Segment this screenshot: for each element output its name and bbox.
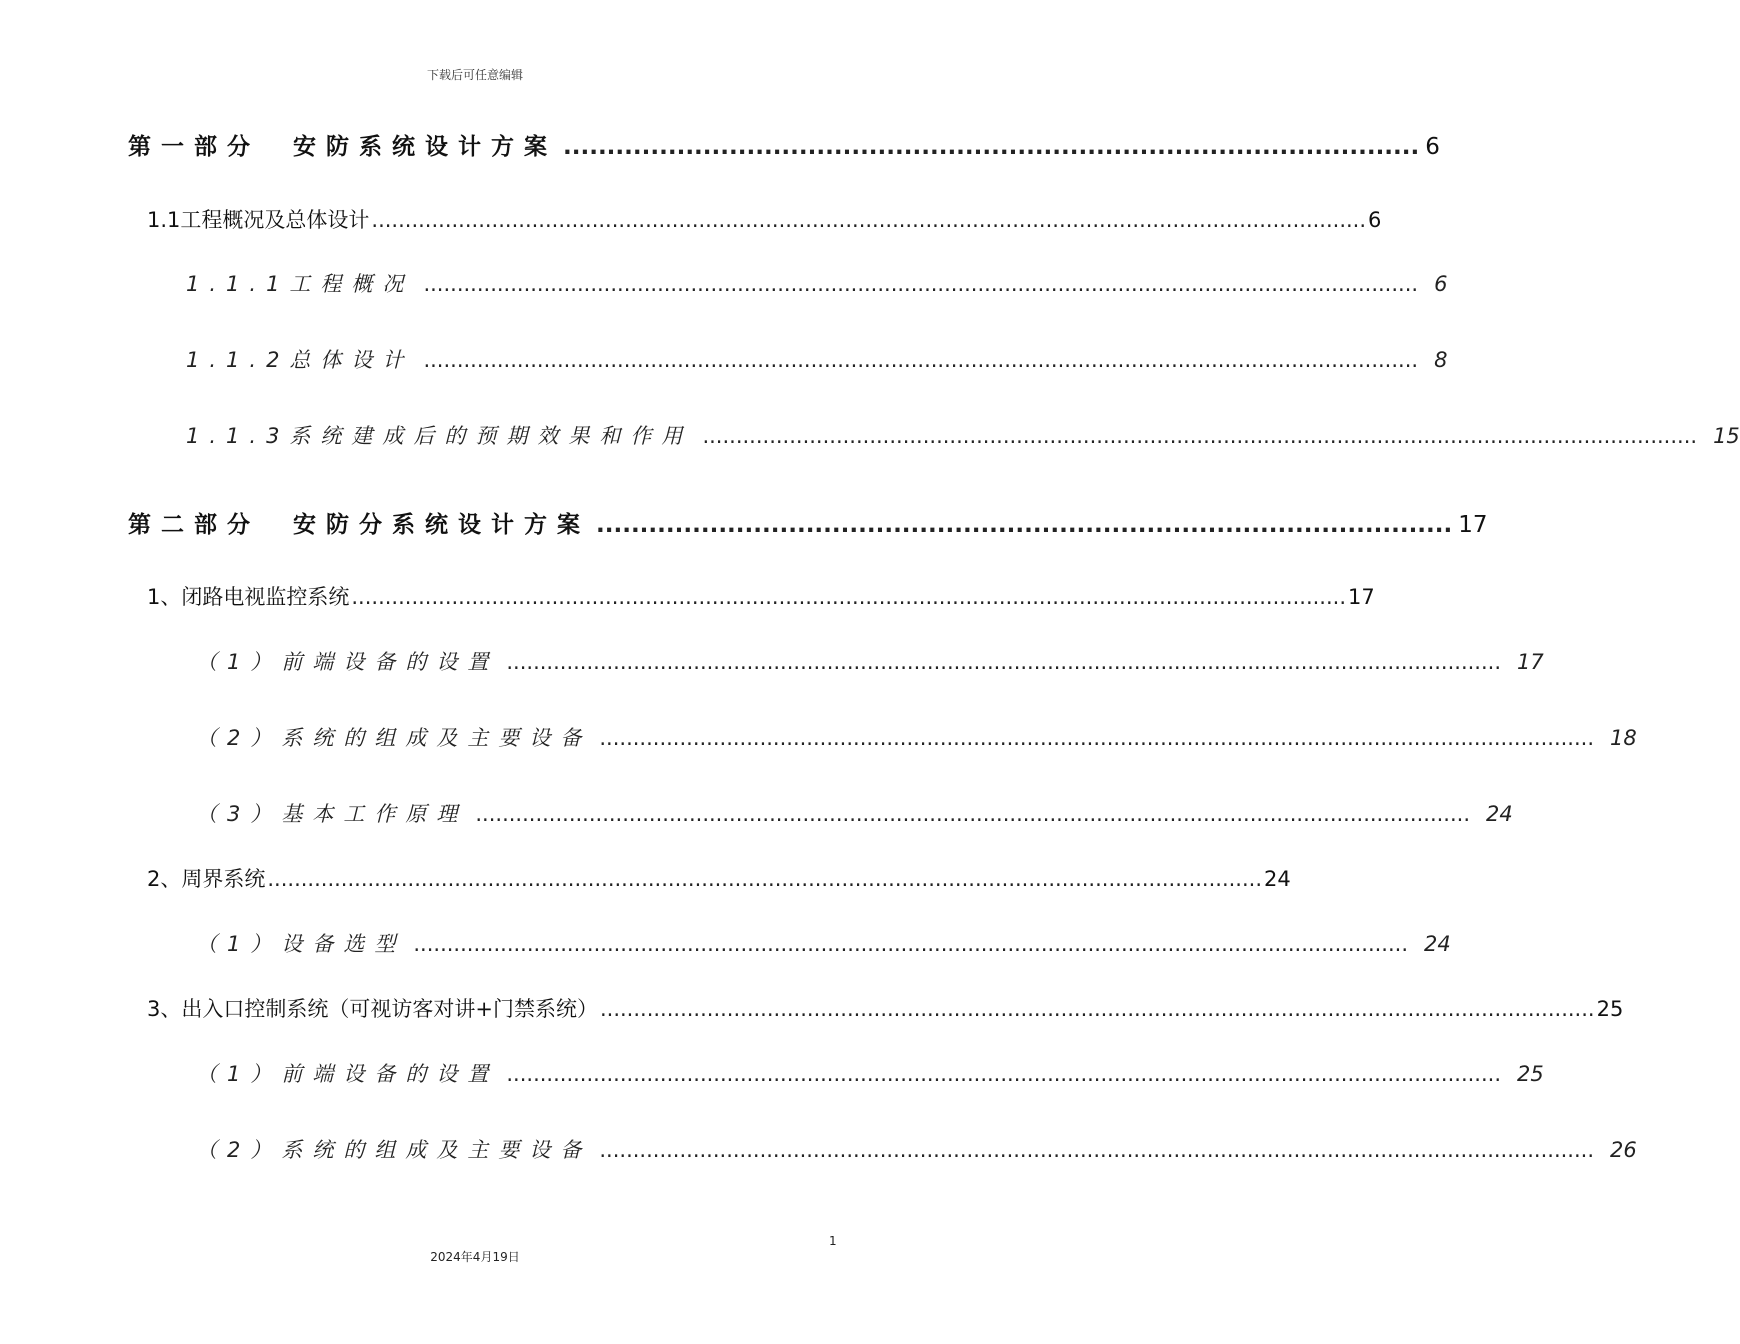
toc-entry-label: 2、周界系统 [147, 867, 266, 891]
toc-entry-1-1[interactable] [147, 204, 1382, 234]
toc-entry-page: 17 [1458, 512, 1488, 538]
toc-entry-page: 18 [1610, 726, 1637, 750]
toc-entry-label: （1）前端设备的设置 [196, 650, 499, 674]
toc-entry-label: 1.1.1工程概况 [186, 272, 414, 296]
toc-dot-leader: ..................................................................................................................................................... [413, 932, 1408, 956]
toc-dot-leader: ..................................................................................................................................................... [599, 726, 1594, 750]
toc-dot-leader: .................................................................................................. [563, 134, 1420, 160]
toc-entry-label: 第一部分 安防系统设计方案 [128, 134, 557, 160]
toc-entry-part-1[interactable] [128, 128, 1440, 161]
page-number: 1 [829, 1234, 837, 1248]
toc-entry-label: 3、出入口控制系统（可视访客对讲+门禁系统） [147, 997, 598, 1021]
toc-dot-leader: ..................................................................................................................................................... [351, 585, 1346, 609]
footer-date: 2024年4月19日 [430, 1250, 520, 1264]
toc-entry-label: （1）前端设备的设置 [196, 1062, 499, 1086]
toc-entry-section-2[interactable] [147, 863, 1291, 893]
toc-dot-leader: ..................................................................................................................................................... [267, 867, 1262, 891]
toc-entry-page: 25 [1517, 1062, 1544, 1086]
toc-entry-1-3-principle[interactable] [196, 798, 1513, 828]
toc-entry-part-2[interactable] [128, 506, 1488, 539]
toc-entry-1-1-1[interactable] [186, 268, 1448, 298]
page-header: 下载后可任意编辑 [426, 68, 523, 82]
toc-entry-1-1-2[interactable] [186, 344, 1448, 374]
toc-entry-section-1[interactable] [147, 581, 1375, 611]
toc-entry-1-2-composition[interactable] [196, 722, 1637, 752]
toc-dot-leader: ..................................................................................................................................................... [599, 997, 1595, 1021]
toc-entry-3-2-composition[interactable] [196, 1134, 1637, 1164]
toc-entry-page: 26 [1610, 1138, 1637, 1162]
toc-entry-page: 6 [1425, 134, 1440, 160]
toc-entry-page: 24 [1486, 802, 1513, 826]
toc-entry-page: 17 [1348, 585, 1375, 609]
toc-entry-page: 25 [1596, 997, 1624, 1021]
toc-entry-label: 1.1.2总体设计 [186, 348, 414, 372]
toc-entry-label: 1.1工程概况及总体设计 [147, 208, 370, 232]
toc-dot-leader: ..................................................................................................................................................... [506, 650, 1501, 674]
toc-dot-leader: ..................................................................................................................................................... [702, 424, 1698, 448]
toc-entry-1-1-3[interactable] [186, 420, 1740, 450]
toc-entry-page: 6 [1368, 208, 1382, 232]
toc-dot-leader: ..................................................................................................................................................... [475, 802, 1470, 826]
toc-dot-leader: ..................................................................................................................................................... [423, 348, 1419, 372]
toc-entry-page: 6 [1434, 272, 1448, 296]
toc-entry-label: （3）基本工作原理 [196, 802, 468, 826]
toc-entry-label: （2）系统的组成及主要设备 [196, 1138, 592, 1162]
toc-dot-leader: ..................................................................................................................................................... [506, 1062, 1501, 1086]
toc-entry-label: 1、闭路电视监控系统 [147, 585, 350, 609]
toc-entry-page: 17 [1517, 650, 1544, 674]
toc-entry-1-1-front-end[interactable] [196, 646, 1544, 676]
toc-dot-leader: ..................................................................................................................................................... [371, 208, 1367, 232]
toc-entry-2-1-selection[interactable] [196, 928, 1451, 958]
toc-entry-page: 24 [1264, 867, 1291, 891]
toc-entry-page: 8 [1434, 348, 1448, 372]
toc-dot-leader: ..................................................................................................................................................... [423, 272, 1419, 296]
toc-entry-3-1-front-end[interactable] [196, 1058, 1544, 1088]
toc-entry-page: 15 [1713, 424, 1740, 448]
toc-dot-leader: .................................................................................................. [596, 512, 1453, 538]
toc-entry-section-3[interactable] [147, 993, 1624, 1023]
toc-entry-label: （1）设备选型 [196, 932, 406, 956]
toc-dot-leader: ..................................................................................................................................................... [599, 1138, 1594, 1162]
toc-entry-page: 24 [1424, 932, 1451, 956]
toc-entry-label: （2）系统的组成及主要设备 [196, 726, 592, 750]
toc-entry-label: 第二部分 安防分系统设计方案 [128, 512, 590, 538]
toc-entry-label: 1.1.3系统建成后的预期效果和作用 [186, 424, 693, 448]
